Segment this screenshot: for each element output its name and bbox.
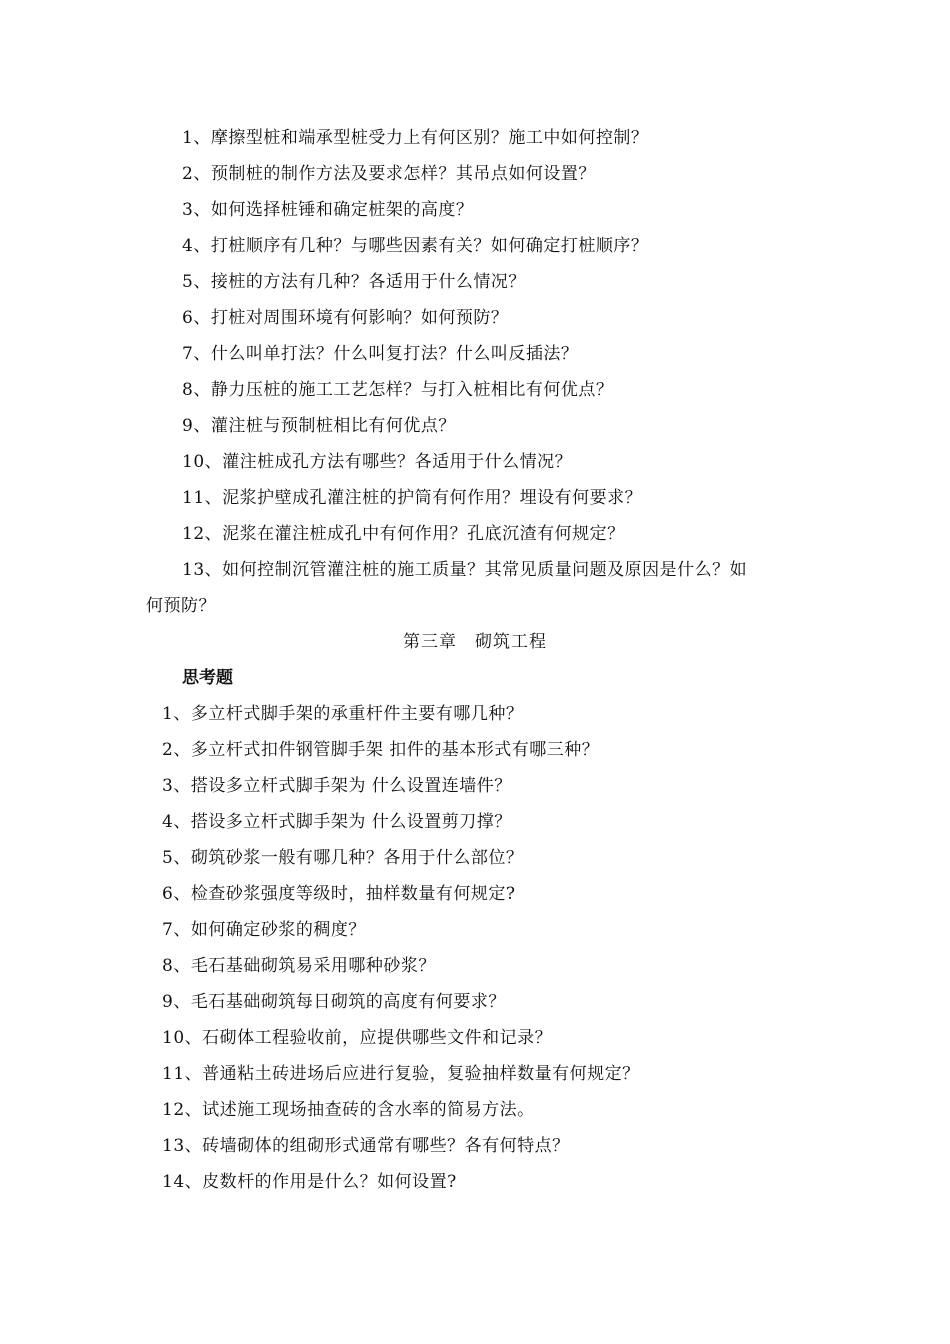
question-item: 11、泥浆护壁成孔灌注桩的护筒有何作用？埋设有何要求？ <box>182 488 643 508</box>
chapter-title: 第三章 砌筑工程 <box>403 632 547 652</box>
question-item: 6、打桩对周围环境有何影响？如何预防？ <box>182 308 509 328</box>
question-item: 6、检查砂浆强度等级时，抽样数量有何规定? <box>162 884 516 904</box>
question-item-line2: 何预防？ <box>146 596 216 616</box>
question-item: 5、接桩的方法有几种？各适用于什么情况？ <box>182 272 526 292</box>
question-item: 4、打桩顺序有几种？与哪些因素有关？如何确定打桩顺序？ <box>182 236 649 256</box>
question-item: 12、试述施工现场抽查砖的含水率的简易方法。 <box>162 1100 535 1120</box>
question-item: 13、砖墙砌体的组砌形式通常有哪些？各有何特点？ <box>162 1136 570 1156</box>
question-item: 1、多立杆式脚手架的承重杆件主要有哪几种？ <box>162 704 524 724</box>
question-item-line1: 13、如何控制沉管灌注桩的施工质量？其常见质量问题及原因是什么？如 <box>182 560 748 580</box>
question-item: 9、毛石基础砌筑每日砌筑的高度有何要求？ <box>162 992 506 1012</box>
question-item: 10、石砌体工程验收前，应提供哪些文件和记录？ <box>162 1028 553 1048</box>
question-item: 3、如何选择桩锤和确定桩架的高度？ <box>182 200 474 220</box>
question-item: 11、普通粘土砖进场后应进行复验，复验抽样数量有何规定？ <box>162 1064 640 1084</box>
question-item: 8、静力压桩的施工工艺怎样？与打入桩相比有何优点？ <box>182 380 614 400</box>
question-item: 12、泥浆在灌注桩成孔中有何作用？孔底沉渣有何规定？ <box>182 524 625 544</box>
question-item: 5、砌筑砂浆一般有哪几种？各用于什么部位？ <box>162 848 524 868</box>
question-item: 14、皮数杆的作用是什么？如何设置? <box>162 1172 457 1192</box>
question-item: 2、多立杆式扣件钢管脚手架 扣件的基本形式有哪三种？ <box>162 740 600 760</box>
question-item: 1、摩擦型桩和端承型桩受力上有何区别？施工中如何控制？ <box>182 128 649 148</box>
question-item: 7、如何确定砂浆的稠度？ <box>162 920 366 940</box>
question-item: 3、搭设多立杆式脚手架为 什么设置连墙件？ <box>162 776 512 796</box>
question-item: 7、什么叫单打法？什么叫复打法？什么叫反插法？ <box>182 344 579 364</box>
section-subheading: 思考题 <box>182 668 233 688</box>
question-item: 10、灌注桩成孔方法有哪些？各适用于什么情况？ <box>182 452 573 472</box>
question-item: 2、预制桩的制作方法及要求怎样？其吊点如何设置？ <box>182 164 596 184</box>
question-item: 9、灌注桩与预制桩相比有何优点？ <box>182 416 456 436</box>
question-item: 8、毛石基础砌筑易采用哪种砂浆？ <box>162 956 436 976</box>
question-item: 4、搭设多立杆式脚手架为 什么设置剪刀撑？ <box>162 812 512 832</box>
